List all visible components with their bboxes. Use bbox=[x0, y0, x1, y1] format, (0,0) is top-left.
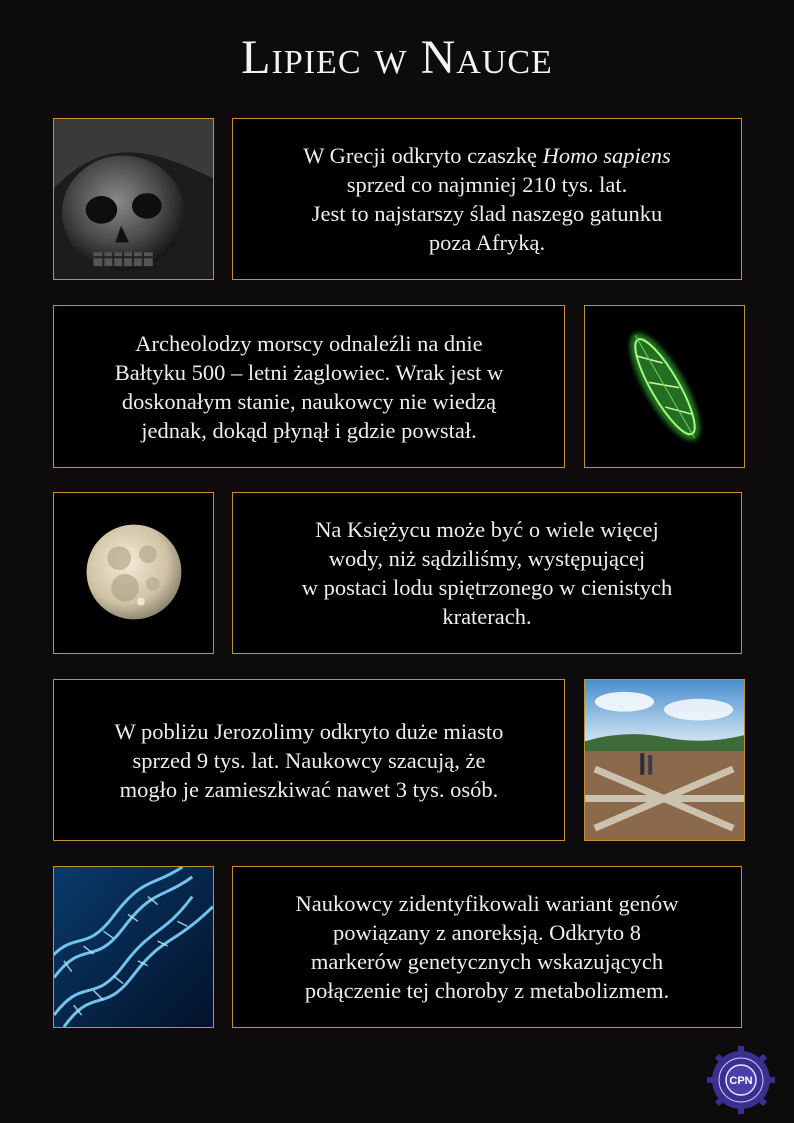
moon-illustration bbox=[54, 493, 213, 653]
dna-illustration bbox=[54, 867, 213, 1027]
cpn-logo bbox=[706, 1045, 776, 1115]
excavation-illustration bbox=[585, 680, 744, 840]
news-item-4 bbox=[53, 679, 565, 841]
news-item-1-line-2: sprzed co najmniej 210 tys. lat. bbox=[346, 172, 628, 197]
news-item-1-line-4: poza Afryką. bbox=[428, 230, 546, 255]
skull-illustration bbox=[54, 119, 213, 279]
news-item-4-line-3: mogło je zamieszkiwać nawet 3 tys. osób. bbox=[119, 776, 499, 802]
news-item-2 bbox=[53, 305, 565, 468]
news-item-3-line-3: w postaci lodu spiętrzonego w cienistych bbox=[301, 575, 673, 600]
news-item-1-line-3: Jest to najstarszy ślad naszego gatunku bbox=[311, 201, 663, 226]
news-item-3 bbox=[232, 492, 742, 654]
full-moon-photo bbox=[53, 492, 214, 654]
news-item-1-line-1: W Grecji odkryto czaszkę bbox=[303, 143, 543, 168]
news-item-3-line-1: Na Księżycu może być o wiele więcej bbox=[315, 517, 659, 542]
news-item-2-line-2: Bałtyku 500 – letni żaglowiec. Wrak jest w bbox=[114, 359, 504, 385]
news-item-1 bbox=[232, 118, 742, 280]
skull-photo bbox=[53, 118, 214, 280]
dna-helix-illustration bbox=[53, 866, 214, 1028]
news-item-5-line-3: markerów genetycznych wskazujących bbox=[310, 949, 664, 974]
gear-logo-icon bbox=[706, 1045, 776, 1115]
logo-initials: CPN bbox=[729, 1075, 753, 1087]
shipwreck-illustration bbox=[585, 306, 744, 467]
news-item-4-line-1: W pobliżu Jerozolimy odkryto duże miasto bbox=[114, 718, 504, 744]
news-item-2-line-3: doskonałym stanie, naukowcy nie wiedzą bbox=[121, 388, 497, 414]
excavation-site-photo bbox=[584, 679, 745, 841]
page-title: Lipiec w Nauce bbox=[241, 31, 553, 84]
news-item-3-line-2: wody, niż sądziliśmy, występującej bbox=[328, 546, 646, 571]
news-item-2-line-1: Archeolodzy morscy odnaleźli na dnie bbox=[135, 330, 483, 356]
shipwreck-scan bbox=[584, 305, 745, 468]
news-item-5-line-2: powiązany z anoreksją. Odkryto 8 bbox=[332, 920, 641, 945]
news-item-3-line-4: kraterach. bbox=[442, 604, 532, 629]
species-name: Homo sapiens bbox=[542, 143, 671, 168]
news-item-5 bbox=[232, 866, 742, 1028]
news-item-4-line-2: sprzed 9 tys. lat. Naukowcy szacują, że bbox=[132, 747, 486, 773]
news-item-5-line-1: Naukowcy zidentyfikowali wariant genów bbox=[295, 891, 679, 916]
news-item-5-line-4: połączenie tej choroby z metabolizmem. bbox=[304, 978, 670, 1003]
news-item-2-line-4: jednak, dokąd płynął i gdzie powstał. bbox=[141, 417, 477, 443]
